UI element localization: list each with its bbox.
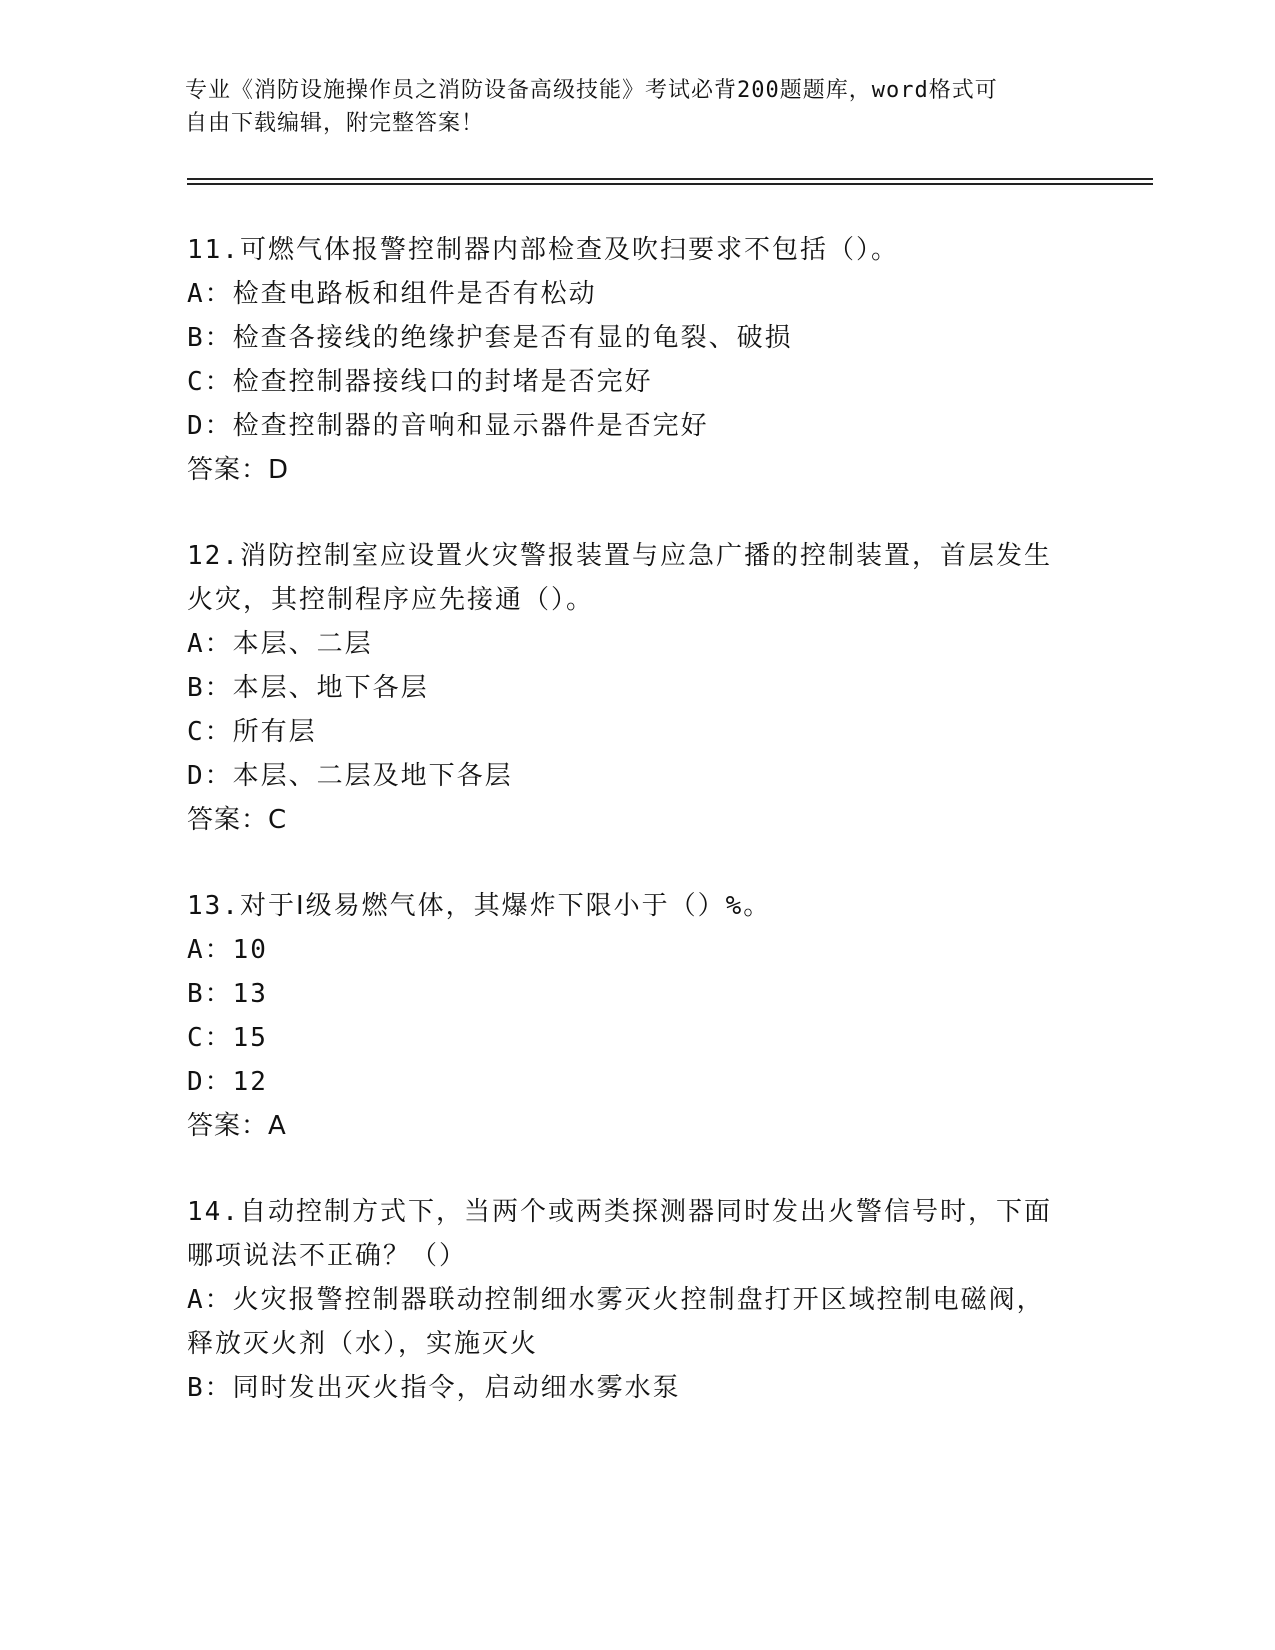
question-12-option-c: C：所有层 (187, 717, 317, 747)
question-13-option-d: D：12 (187, 1067, 268, 1097)
question-11-option-a: A：检查电路板和组件是否有松动 (187, 279, 597, 309)
question-11-option-d: D：检查控制器的音响和显示器件是否完好 (187, 411, 709, 441)
question-13-option-c: C：15 (187, 1023, 268, 1053)
question-14-stem: 14.自动控制方式下，当两个或两类探测器同时发出火警信号时，下面 (187, 1197, 1052, 1227)
question-13-answer: 答案：A (187, 1111, 287, 1141)
question-13-option-a: A：10 (187, 935, 268, 965)
header-line-2: 自由下载编辑，附完整答案！ (185, 111, 485, 136)
header-divider-bottom (187, 183, 1153, 185)
question-14-option-b: B：同时发出灭火指令，启动细水雾水泵 (187, 1373, 681, 1403)
document-header (185, 74, 1085, 140)
question-12-option-a: A：本层、二层 (187, 629, 373, 659)
question-14-option-a: A：火灾报警控制器联动控制细水雾灭火控制盘打开区域控制电磁阀， (187, 1285, 1045, 1315)
question-14-stem-continued: 哪项说法不正确？（） (187, 1241, 468, 1271)
question-12-answer: 答案：C (187, 805, 288, 835)
header-divider-top (187, 178, 1153, 180)
question-12-option-b: B：本层、地下各层 (187, 673, 429, 703)
question-13-stem: 13.对于Ⅰ级易燃气体，其爆炸下限小于（）%。 (187, 891, 772, 921)
question-13-option-b: B：13 (187, 979, 268, 1009)
question-11-answer: 答案：D (187, 455, 290, 485)
question-14-option-a-continued: 释放灭火剂（水），实施灭火 (187, 1329, 539, 1359)
question-12-stem-continued: 火灾，其控制程序应先接通（）。 (187, 585, 595, 615)
question-11-option-b: B：检查各接线的绝缘护套是否有显的龟裂、破损 (187, 323, 793, 353)
header-line-1: 专业《消防设施操作员之消防设备高级技能》考试必背200题题库，word格式可 (185, 78, 998, 103)
question-12-option-d: D：本层、二层及地下各层 (187, 761, 513, 791)
question-12-stem: 12.消防控制室应设置火灾警报装置与应急广播的控制装置，首层发生 (187, 541, 1052, 571)
question-11-option-c: C：检查控制器接线口的封堵是否完好 (187, 367, 653, 397)
question-11-stem: 11.可燃气体报警控制器内部检查及吹扫要求不包括（）。 (187, 235, 899, 265)
